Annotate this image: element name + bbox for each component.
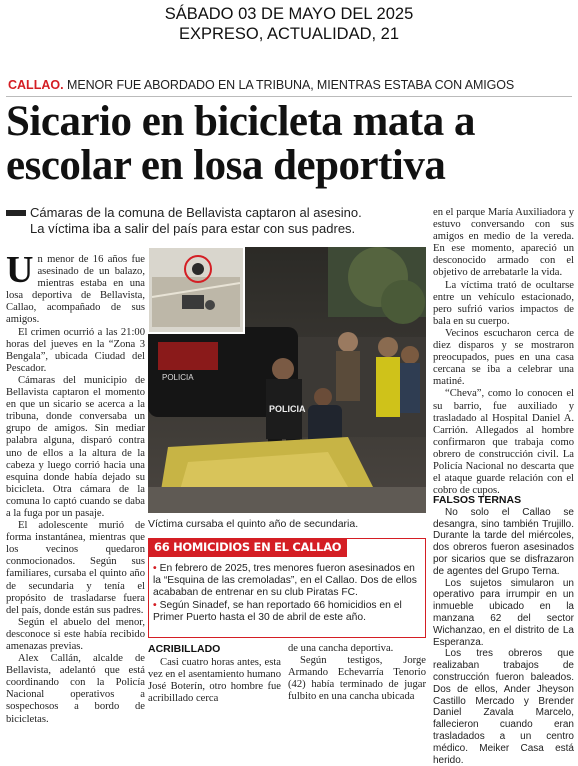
paragraph: El adolescente murió de forma instantánea, mientras que los vecinos quedaron conmocionados. Según sus familiares, cursaba el quinto año de secundaria y tenía el propósito de trasladarse fuera del país, donde están sus padres. <box>6 520 145 616</box>
headline-line-1: Sicario en bicicleta mata a <box>6 98 475 145</box>
column-3 <box>433 207 574 497</box>
bullet-icon: • <box>153 563 157 574</box>
paragraph: Vecinos escucharon cerca de diez disparos y se mostraron preocupados, pues en una casa cercana se iba a celebrar una matiné. <box>433 327 574 388</box>
kicker <box>8 78 574 92</box>
paragraph: Los sujetos simularon un operativo para irrumpir en un inmueble ubicado en la manzana 62 del sector Wichanzao, en el distrito de La Esperanza. <box>433 577 574 648</box>
list-item: • Según Sinadef, se han reportado 66 homicidios en el Primer Puerto hasta el 30 de abril de este año. <box>153 600 402 624</box>
deck-marker-icon <box>6 210 26 216</box>
page-header <box>0 4 578 44</box>
headline-line-2: escolar en losa deportiva <box>6 142 446 189</box>
deck-line-1: Cámaras de la comuna de Bellavista captaron al asesino. <box>30 205 362 220</box>
deck <box>6 205 426 237</box>
paragraph: de una cancha deportiva. <box>288 643 394 654</box>
paragraph: Los tres obreros que realizaban trabajos de construcción fueron baleados. Dos de ellos, Ander Jheyson Castillo Mercado y Brender Daniel Zavala Marcelo, fallecieron cuando eran trasladados a un centro médico. Meiker Casa está herido. <box>433 648 574 766</box>
vest-label: POLICIA <box>269 404 306 414</box>
paragraph: Según el abuelo del menor, desconoce si este había recibido amenazas previas. <box>6 616 145 652</box>
news-photo <box>148 247 426 513</box>
factbox-title: 66 HOMICIDIOS EN EL CALLAO <box>148 538 347 557</box>
bullet-icon: • <box>153 600 157 612</box>
deck-line-2: La víctima iba a salir del país para estar con sus padres. <box>30 221 356 236</box>
headline <box>6 100 574 188</box>
paragraph: Según testigos, Jorge Armando Echevarría Tenorio (42) había terminado de jugar fulbito en una cancha ubicada <box>288 655 426 703</box>
dropcap: U <box>6 249 34 291</box>
crime-scene-photo <box>148 247 426 513</box>
column-2b <box>288 643 426 705</box>
column-2a <box>148 643 281 705</box>
column-1 <box>6 249 145 725</box>
paragraph: El crimen ocurrió a las 21:00 horas del jueves en la “Zona 3 Bengala”, ubicada Ciudad del Pescador. <box>6 326 145 374</box>
kicker-text: MENOR FUE ABORDADO EN LA TRIBUNA, MIENTRAS ESTABA CON AMIGOS <box>67 78 515 92</box>
paragraph: “Cheva”, como lo conocen el su barrio, fue auxiliado y trasladado al Hospital Daniel A. Carrión. Allegados al hombre confirmaron que trabaja como obrero de construcción civil. La Policía Nacional no descarta que el ataque guarde relación con el cobro de cupos. <box>433 388 574 497</box>
paragraph: Un menor de 16 años fue asesinado de un balazo, mientras estaba en una losa deportiva de Bellavista, Callao, acompañado de sus amigos. <box>6 249 145 326</box>
issue-date: SÁBADO 03 DE MAYO DEL 2025 <box>164 5 414 23</box>
paragraph: Casi cuatro horas antes, esta vez en el asentamiento humano José Boterín, otro hombre fue acribillado cerca <box>148 657 281 705</box>
list-item: • En febrero de 2025, tres menores fueron asesinados en la “Esquina de las cremoladas”, en el Callao. Dos de ellos acababan de entrenar en su club Piratas FC. <box>153 563 417 598</box>
kicker-location: CALLAO. <box>8 78 64 92</box>
kicker-rule <box>6 96 572 97</box>
factbox-list <box>153 563 421 626</box>
svg-text:POLICIA: POLICIA <box>162 373 194 382</box>
paragraph: en el parque María Auxiliadora y estuvo conversando con sus amigos en medio de la vereda. En ese momento, apareció un desconocido armado con el objetivo de arrebatarle la vida. <box>433 207 574 279</box>
photo-caption: Víctima cursaba el quinto año de secundaria. <box>148 518 359 530</box>
paragraph: Alex Callán, alcalde de Bellavista, adelantó que está coordinando con la Policía Nacional operativos a sospechosos a bordo de bicicletas. <box>6 653 145 725</box>
issue-section: EXPRESO, ACTUALIDAD, 21 <box>178 25 400 43</box>
paragraph: No solo el Callao se desangra, sino también Trujillo. Durante la tarde del miércoles, dos obreros fueron asesinados por sicarios que se disfrazaron de agentes del Grupo Terna. <box>433 506 574 577</box>
column-3-sidebar <box>433 494 574 766</box>
paragraph: Cámaras del municipio de Bellavista captaron el momento en que un sicario se acerca a la tribuna, donde conversaba un grupo de amigos. Sin mediar palabra alguna, disparó contra uno de ellos a la altura de la cabeza y luego corrió hacia una esquina donde había dejado su bicicleta. Otra cámara de la comuna lo captó cuando se daba a la fuga por un pasaje. <box>6 374 145 519</box>
subhead: FALSOS TERNAS <box>433 494 522 506</box>
factbox <box>148 538 426 638</box>
subhead: ACRIBILLADO <box>148 643 221 655</box>
paragraph: La víctima trató de ocultarse entre un vehículo estacionado, pero sufrió varios impactos de bala en su cuerpo. <box>433 279 574 327</box>
